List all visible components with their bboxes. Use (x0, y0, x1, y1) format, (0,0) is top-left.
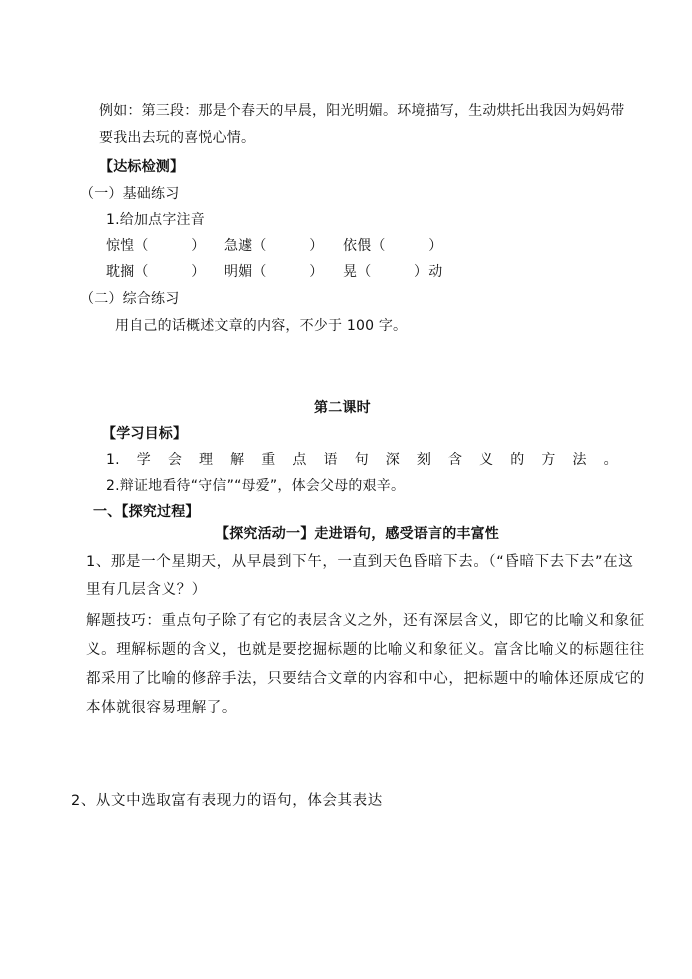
tip-line-2: 义。理解标题的含义，也就是要挖掘标题的比喻义和象征义。富含比喻义的标题往往 (86, 642, 645, 658)
pinyin-item: 惊惶（ ） (106, 238, 206, 254)
pinyin-item: 依偎（ ） (343, 238, 443, 254)
example-line-2: 要我出去玩的喜悦心情。 (99, 130, 256, 146)
goal-char: 语 (323, 452, 338, 468)
pinyin-item: 急遽（ ） (224, 238, 324, 254)
process-heading: 一、【探究过程】 (93, 504, 200, 520)
learning-goals-heading: 【学习目标】 (102, 426, 188, 442)
goal-char: 法 (572, 452, 587, 468)
section-check-heading: 【达标检测】 (99, 159, 185, 175)
goal-char: 。 (603, 452, 618, 468)
tip-line-3: 都采用了比喻的修辞手法，只要结合文章的内容和中心，把标题中的喻体还原成它的 (86, 671, 645, 687)
example-line-1: 例如：第三段：那是个春天的早晨，阳光明媚。环境描写，生动烘托出我因为妈妈带 (99, 103, 625, 119)
learning-goal-1 (106, 450, 618, 470)
pinyin-item: 晃（ ）动 (343, 264, 443, 280)
goal-char: 会 (167, 452, 183, 468)
activity-one-title: 【探究活动一】走进语句，感受语言的丰富性 (215, 526, 499, 542)
goal-char: 含 (447, 452, 463, 468)
goal-char: 重 (261, 452, 276, 468)
learning-goal-2: 2.辩证地看待“守信”“母爱”，体会父母的艰辛。 (106, 478, 406, 494)
comprehensive-exercise-heading: （二）综合练习 (80, 291, 180, 307)
tip-line-1: 解题技巧：重点句子除了有它的表层含义之外，还有深层含义，即它的比喻义和象征 (86, 613, 645, 629)
tip-line-4: 本体就很容易理解了。 (86, 700, 237, 716)
goal-char: 解 (230, 452, 245, 468)
pinyin-item: 明媚（ ） (224, 264, 324, 280)
goal-char: 句 (354, 452, 369, 468)
goal-char: 理 (198, 452, 214, 468)
goal-char: 深 (385, 452, 400, 468)
question-2: 2、从文中选取富有表现力的语句，体会其表达 (71, 793, 383, 809)
question-1-line-2: 里有几层含义？） (86, 582, 207, 598)
goal-char: 点 (292, 452, 307, 468)
goal-char: 刻 (416, 452, 432, 468)
lesson-title: 第二课时 (314, 400, 371, 416)
pinyin-question-label: 1.给加点字注音 (106, 212, 205, 228)
basic-exercise-heading: （一）基础练习 (80, 186, 180, 202)
goal-char: 义 (479, 452, 494, 468)
goal-char: 学 (136, 452, 151, 468)
pinyin-item: 耽搁（ ） (106, 264, 206, 280)
question-1-line-1: 1、那是一个星期天，从早晨到下午，一直到天色昏暗下去。（“昏暗下去下去”在这 (86, 554, 634, 570)
goal-char: 1. (106, 452, 120, 468)
goal-char: 方 (541, 452, 556, 468)
summary-task: 用自己的话概述文章的内容，不少于 100 字。 (115, 318, 408, 334)
goal-char: 的 (510, 452, 525, 468)
